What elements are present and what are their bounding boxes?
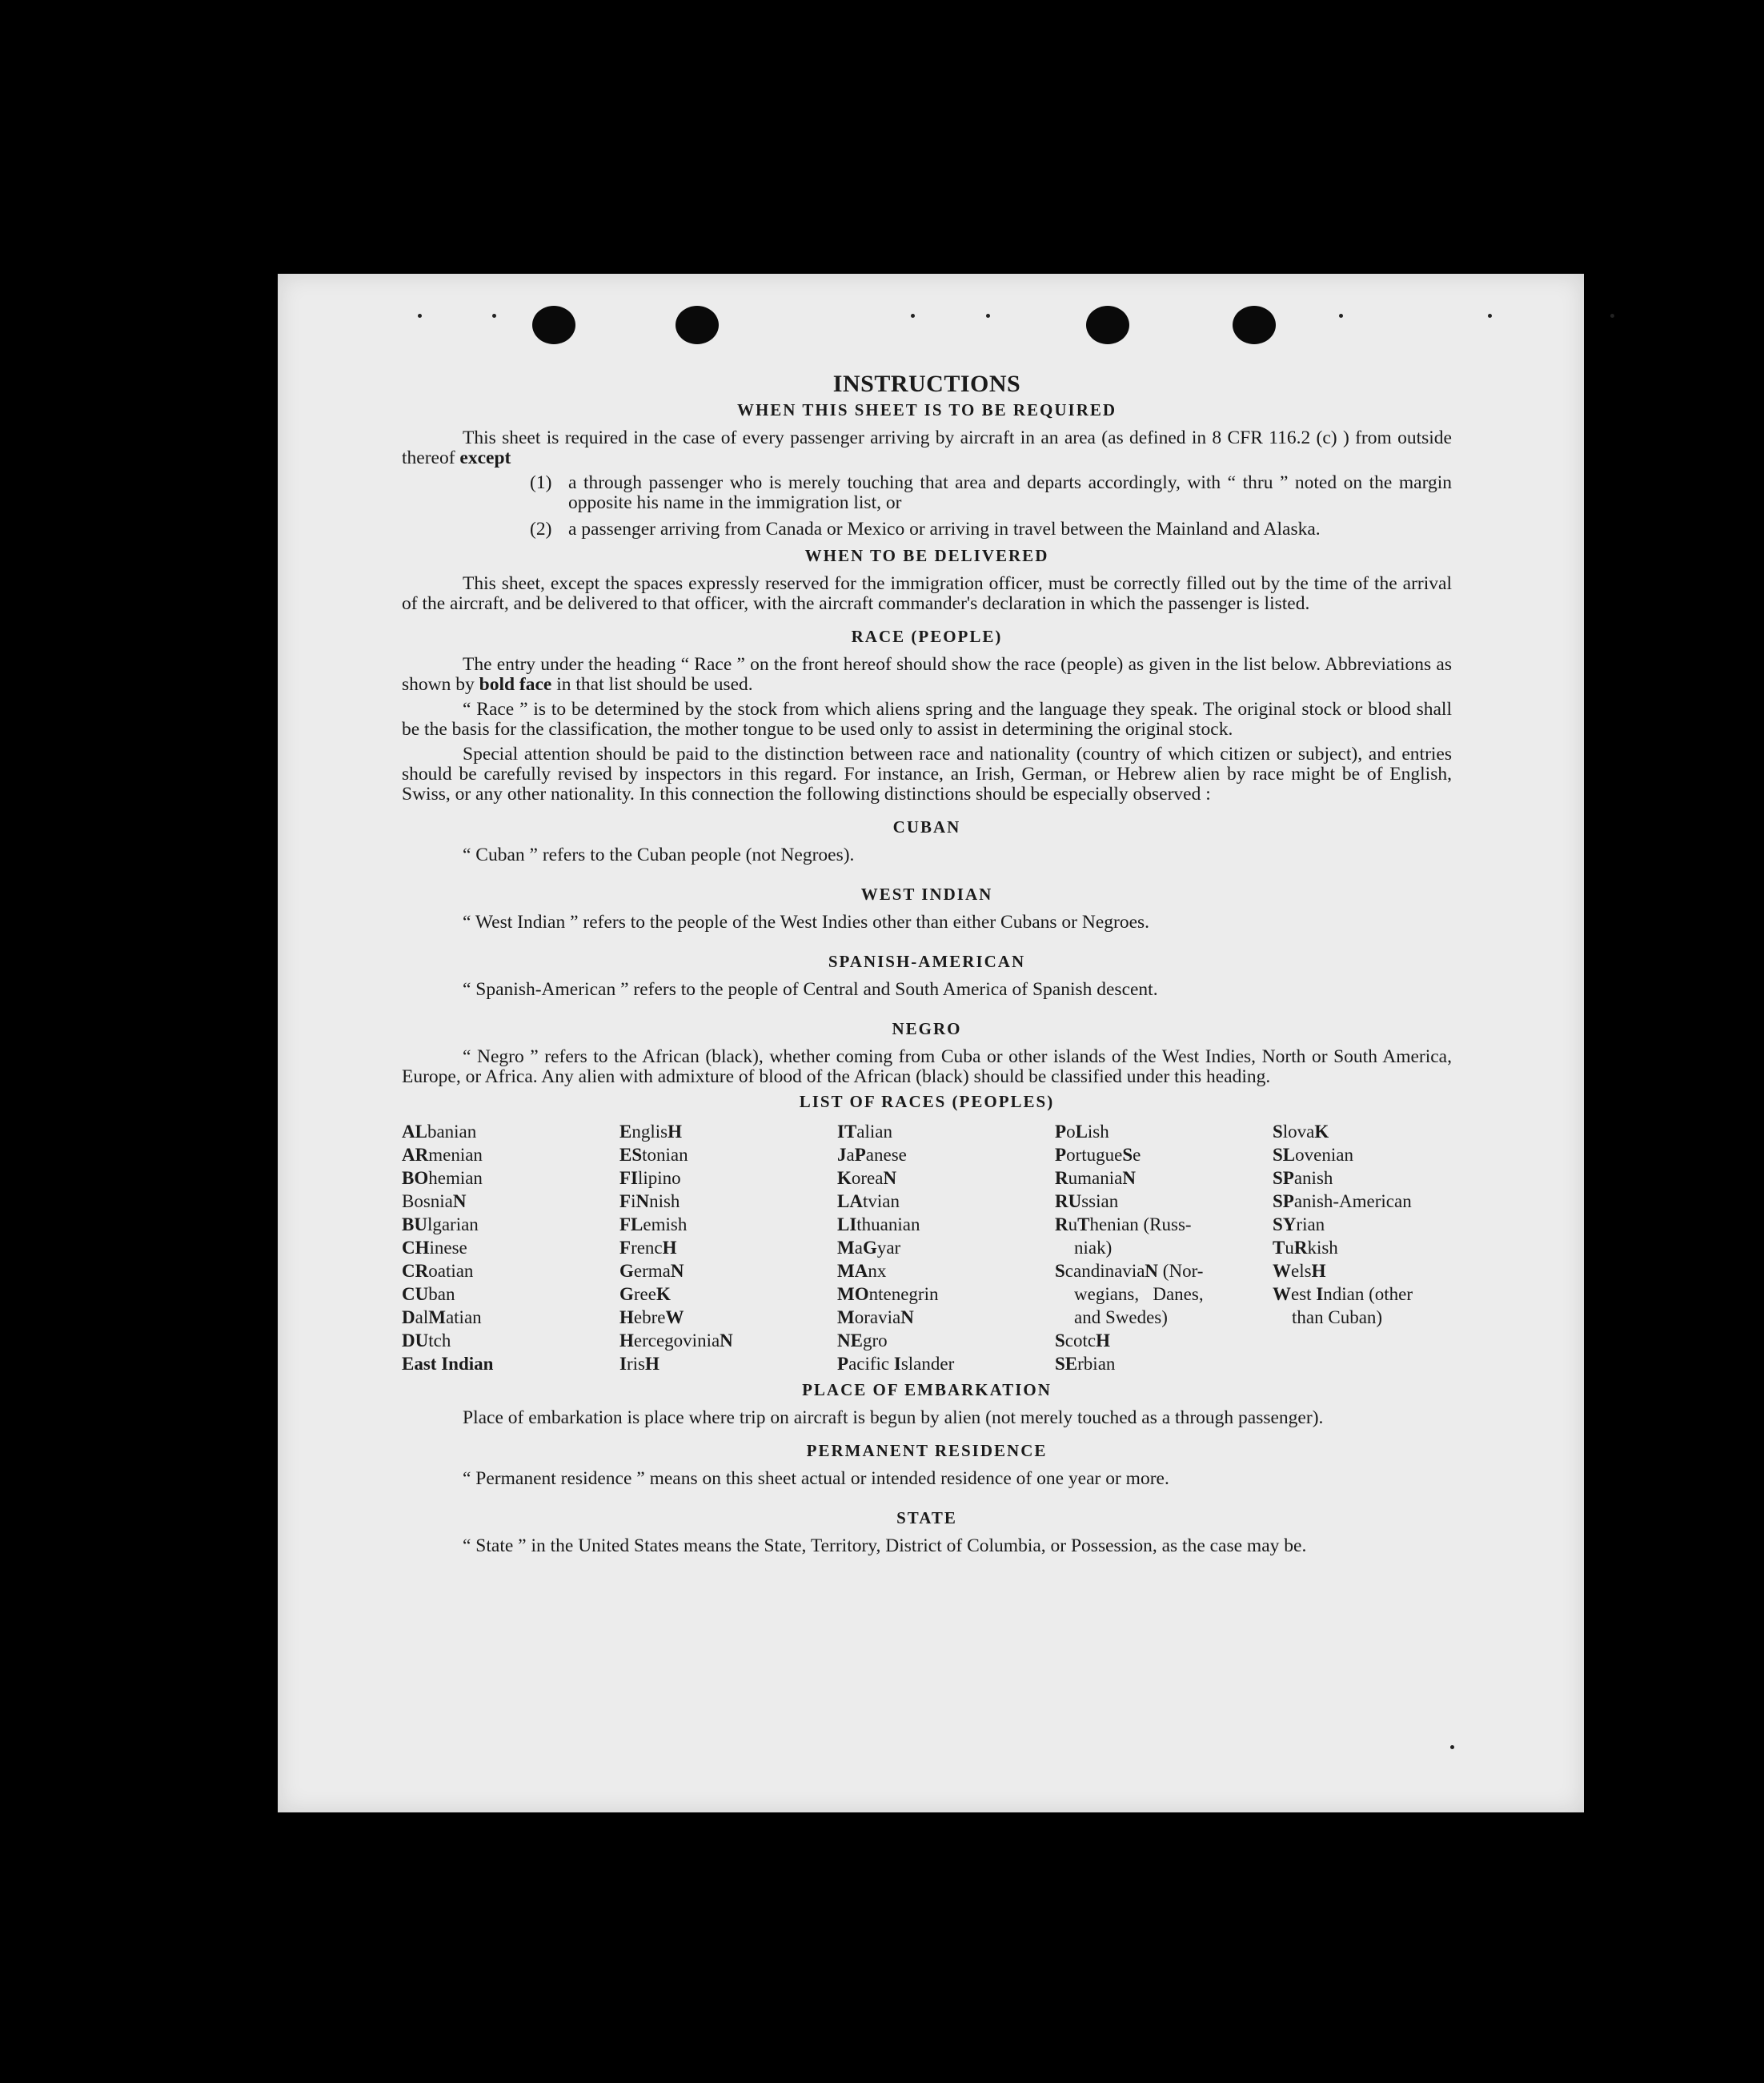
race-entry: SPanish-American <box>1273 1191 1412 1211</box>
race-entry: ScotcH <box>1055 1330 1110 1351</box>
race-entry: KoreaN <box>837 1168 897 1188</box>
cuban-text: “ Cuban ” refers to the Cuban people (not Negroes). <box>463 845 855 865</box>
race-entry: FrencH <box>619 1238 677 1258</box>
race-entry: ALbanian <box>402 1122 477 1142</box>
race-entry: Pacific Islander <box>837 1354 955 1374</box>
section-heading-when-delivered: WHEN TO BE DELIVERED <box>804 546 1049 565</box>
section-heading-when-required: WHEN THIS SHEET IS TO BE REQUIRED <box>736 400 1117 419</box>
race-entry: LIthuanian <box>837 1214 920 1234</box>
races-column <box>1055 1120 1273 1375</box>
race-entry: DalMatian <box>402 1307 482 1327</box>
race-entry: TuRkish <box>1273 1238 1338 1258</box>
speck <box>1450 1745 1454 1749</box>
punch-hole <box>1086 306 1129 344</box>
section-heading-list-of-races: LIST OF RACES (PEOPLES) <box>799 1092 1055 1111</box>
when-delivered-text: This sheet, except the spaces expressly reserved for the immigration officer, must be correctly filled out by the time of the arrival of the aircraft, and be delivered to that officer, with the aircraft commander's declaration in which the passenger is listed. <box>402 573 1452 614</box>
state-text: “ State ” in the United States means the State, Territory, District of Columbia, or Possession, as the case may be. <box>463 1535 1307 1556</box>
race-entry: BUlgarian <box>402 1214 479 1234</box>
race-entry: DUtch <box>402 1330 451 1351</box>
race-paragraph-2: “ Race ” is to be determined by the stock from which aliens spring and the language they speak. The original stock or blood shall be the basis for the classification, the mother tongue to be used only to assist in determining the original stock. <box>402 699 1452 740</box>
race-entry: CRoatian <box>402 1261 474 1281</box>
speck <box>911 314 915 318</box>
page-title: INSTRUCTIONS <box>832 371 1021 397</box>
instructions-content <box>402 371 1452 1561</box>
races-table <box>402 1120 1452 1375</box>
races-column <box>402 1120 619 1375</box>
speck <box>1610 314 1614 318</box>
speck <box>1488 314 1492 318</box>
race-entry: HebreW <box>619 1307 684 1327</box>
race-entry: BOhemian <box>402 1168 483 1188</box>
race-entry: SLovenian <box>1273 1145 1353 1165</box>
race-entry: PoLish <box>1055 1122 1109 1142</box>
race-entry: BosniaN <box>402 1191 467 1211</box>
race-entry: JaPanese <box>837 1145 907 1165</box>
race-entry: MOntenegrin <box>837 1284 939 1304</box>
section-heading-negro: NEGRO <box>892 1019 962 1038</box>
list-item <box>530 473 1452 513</box>
race-entry: GreeK <box>619 1284 671 1304</box>
race-entry: ITalian <box>837 1122 892 1142</box>
race-paragraph-1: The entry under the heading “ Race ” on the front hereof should show the race (people) as given in the list below. Abbreviations as shown by bold face in that list should be used. <box>402 654 1452 695</box>
race-entry: EnglisH <box>619 1122 682 1142</box>
section-heading-west-indian: WEST INDIAN <box>860 885 993 904</box>
except-bold: except <box>459 448 511 468</box>
race-entry: East Indian <box>402 1354 494 1374</box>
race-entry: SErbian <box>1055 1354 1116 1374</box>
race-entry: EStonian <box>619 1145 688 1165</box>
list-item <box>530 520 1452 540</box>
document-sheet <box>278 274 1584 1812</box>
races-column <box>619 1120 837 1375</box>
race-entry: MaGyar <box>837 1238 901 1258</box>
race-entry: LAtvian <box>837 1191 900 1211</box>
section-heading-cuban: CUBAN <box>892 817 961 837</box>
punch-hole <box>532 306 575 344</box>
race-entry: CHinese <box>402 1238 467 1258</box>
race-entry: MAnx <box>837 1261 887 1281</box>
place-of-embarkation-text: Place of embarkation is place where trip on aircraft is begun by alien (not merely touched as a through passenger). <box>463 1407 1324 1428</box>
races-column <box>837 1120 1055 1375</box>
race-entry-continued: and Swedes) <box>1074 1307 1168 1327</box>
race-entry: SPanish <box>1273 1168 1333 1188</box>
race-entry: ARmenian <box>402 1145 483 1165</box>
bold-face-label: bold face <box>479 674 552 695</box>
race-entry-continued: than Cuban) <box>1292 1307 1383 1327</box>
race-entry: MoraviaN <box>837 1307 914 1327</box>
section-heading-state: STATE <box>896 1508 957 1527</box>
section-heading-spanish-american: SPANISH-AMERICAN <box>828 952 1026 971</box>
race-entry: SlovaK <box>1273 1122 1329 1142</box>
race-entry: PortugueSe <box>1055 1145 1141 1165</box>
race-entry-continued: niak) <box>1074 1238 1113 1258</box>
race-entry: RuThenian (Russ- <box>1055 1214 1192 1234</box>
item-number: (2) <box>530 519 552 540</box>
permanent-residence-text: “ Permanent residence ” means on this sheet actual or intended residence of one year or more. <box>463 1468 1169 1489</box>
race-entry: NEgro <box>837 1330 888 1351</box>
item-text: a passenger arriving from Canada or Mexico or arriving in travel between the Mainland and Alaska. <box>568 519 1321 540</box>
item-text: a through passenger who is merely touching that area and departs accordingly, with “ thru ” noted on the margin opposite his name in the immigration list, or <box>568 472 1452 513</box>
west-indian-text: “ West Indian ” refers to the people of the West Indies other than either Cubans or Negroes. <box>463 912 1150 933</box>
punch-hole <box>1233 306 1276 344</box>
race-entry: GermaN <box>619 1261 684 1281</box>
race-entry: CUban <box>402 1284 455 1304</box>
race-entry: HercegoviniaN <box>619 1330 733 1351</box>
spanish-american-text: “ Spanish-American ” refers to the people of Central and South America of Spanish descent. <box>463 979 1158 1000</box>
speck <box>986 314 990 318</box>
section-heading-permanent-residence: PERMANENT RESIDENCE <box>806 1441 1048 1460</box>
race-entry: West Indian (other <box>1273 1284 1413 1304</box>
race-entry: WelsH <box>1273 1261 1326 1281</box>
item-number: (1) <box>530 472 552 493</box>
race-entry: RUssian <box>1055 1191 1119 1211</box>
race-entry: ScandinaviaN (Nor- <box>1055 1261 1204 1281</box>
section-heading-race: RACE (PEOPLE) <box>851 627 1003 646</box>
race-entry: FLemish <box>619 1214 688 1234</box>
speck <box>1339 314 1343 318</box>
speck <box>492 314 496 318</box>
races-column <box>1273 1120 1452 1375</box>
race-entry: FiNnish <box>619 1191 680 1211</box>
section-heading-place-of-embarkation: PLACE OF EMBARKATION <box>802 1380 1052 1399</box>
when-required-intro: This sheet is required in the case of every passenger arriving by aircraft in an area (as defined in 8 CFR 116.2 (c) ) from outside thereof except <box>402 427 1452 468</box>
negro-text: “ Negro ” refers to the African (black), whether coming from Cuba or other islands of the West Indies, North or South America, Europe, or Africa. Any alien with admixture of blood of the African (black) should be classified under this heading. <box>402 1046 1452 1087</box>
race-entry: IrisH <box>619 1354 659 1374</box>
race-entry: FIlipino <box>619 1168 681 1188</box>
race-entry-continued: wegians, Danes, <box>1074 1284 1204 1304</box>
race-entry: RumaniaN <box>1055 1168 1136 1188</box>
race-paragraph-3: Special attention should be paid to the distinction between race and nationality (country of which citizen or subject), and entries should be carefully revised by inspectors in this regard. For instance, an Irish, German, or Hebrew alien by race might be of English, Swiss, or any other nationality. In this connection the following distinctions should be especially observed : <box>402 744 1452 805</box>
race-entry: SYrian <box>1273 1214 1325 1234</box>
punch-hole <box>676 306 719 344</box>
speck <box>418 314 422 318</box>
